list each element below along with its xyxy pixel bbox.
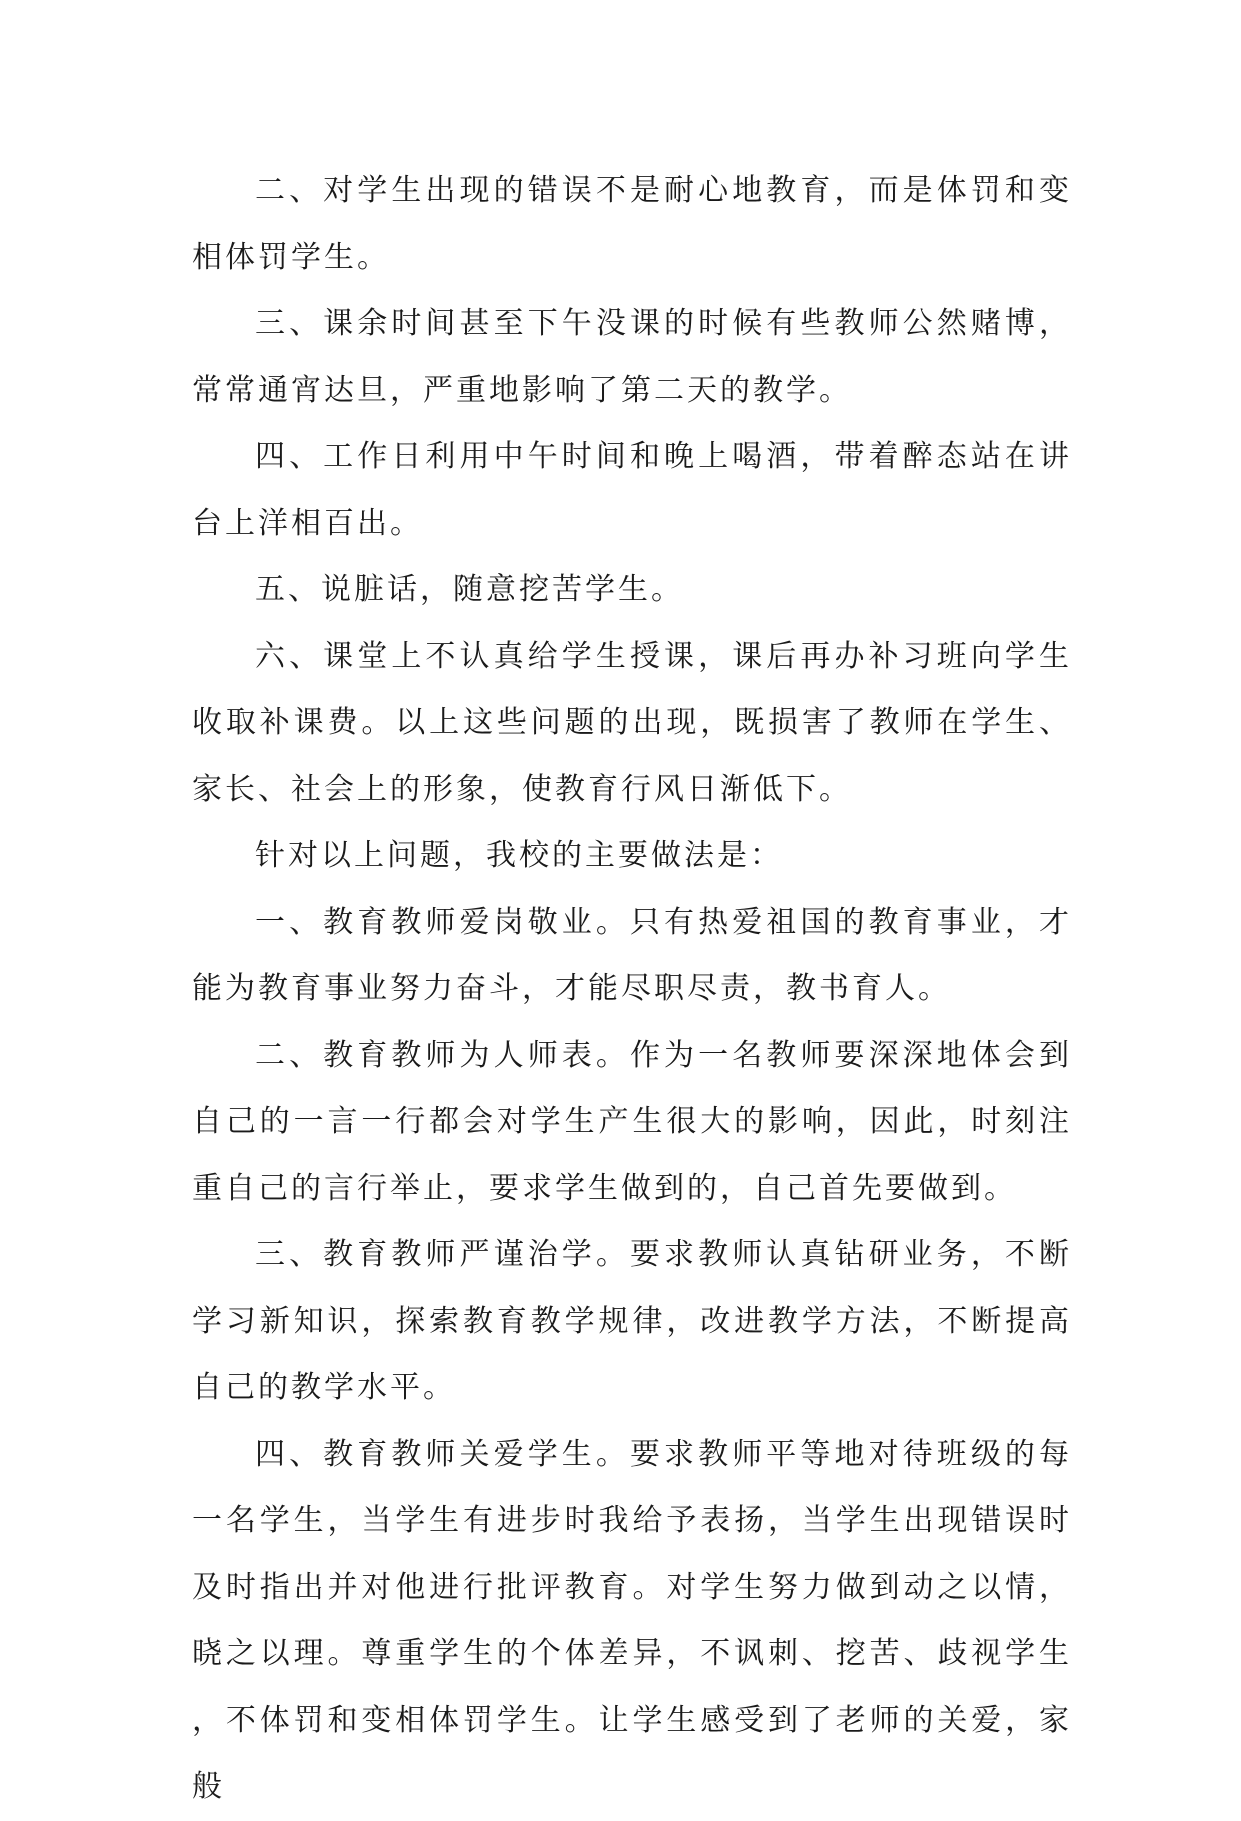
body-text — [192, 158, 1072, 1821]
paragraph: 五、说脏话，随意挖苦学生。 — [255, 572, 684, 607]
paragraph: 二、对学生出现的错误不是耐心地教育，而是体罚和变相体罚学生。 — [192, 173, 1072, 275]
paragraph: 三、课余时间甚至下午没课的时候有些教师公然赌博，常常通宵达旦，严重地影响了第二天的教学。 — [192, 306, 1072, 408]
paragraph: 针对以上问题，我校的主要做法是： — [255, 838, 783, 873]
paragraph: 六、课堂上不认真给学生授课，课后再办补习班向学生收取补课费。以上这些问题的出现，既损害了教师在学生、家长、社会上的形象，使教育行风日渐低下。 — [192, 638, 1072, 807]
paragraph: 一、教育教师爱岗敬业。只有热爱祖国的教育事业，才能为教育事业努力奋斗，才能尽职尽责，教书育人。 — [192, 904, 1072, 1006]
paragraph: 四、教育教师关爱学生。要求教师平等地对待班级的每一名学生，当学生有进步时我给予表扬，当学生出现错误时及时指出并对他进行批评教育。对学生努力做到动之以情，晓之以理。尊重学生的个体差异，不讽刺、挖苦、歧视学生，不体罚和变相体罚学生。让学生感受到了老师的关爱，家般 — [192, 1436, 1072, 1804]
paragraph: 三、教育教师严谨治学。要求教师认真钻研业务，不断学习新知识，探索教育教学规律，改进教学方法，不断提高自己的教学水平。 — [192, 1237, 1072, 1405]
paragraph: 二、教育教师为人师表。作为一名教师要深深地体会到自己的一言一行都会对学生产生很大的影响，因此，时刻注重自己的言行举止，要求学生做到的，自己首先要做到。 — [192, 1037, 1072, 1206]
paragraph: 四、工作日利用中午时间和晚上喝酒，带着醉态站在讲台上洋相百出。 — [192, 439, 1072, 541]
